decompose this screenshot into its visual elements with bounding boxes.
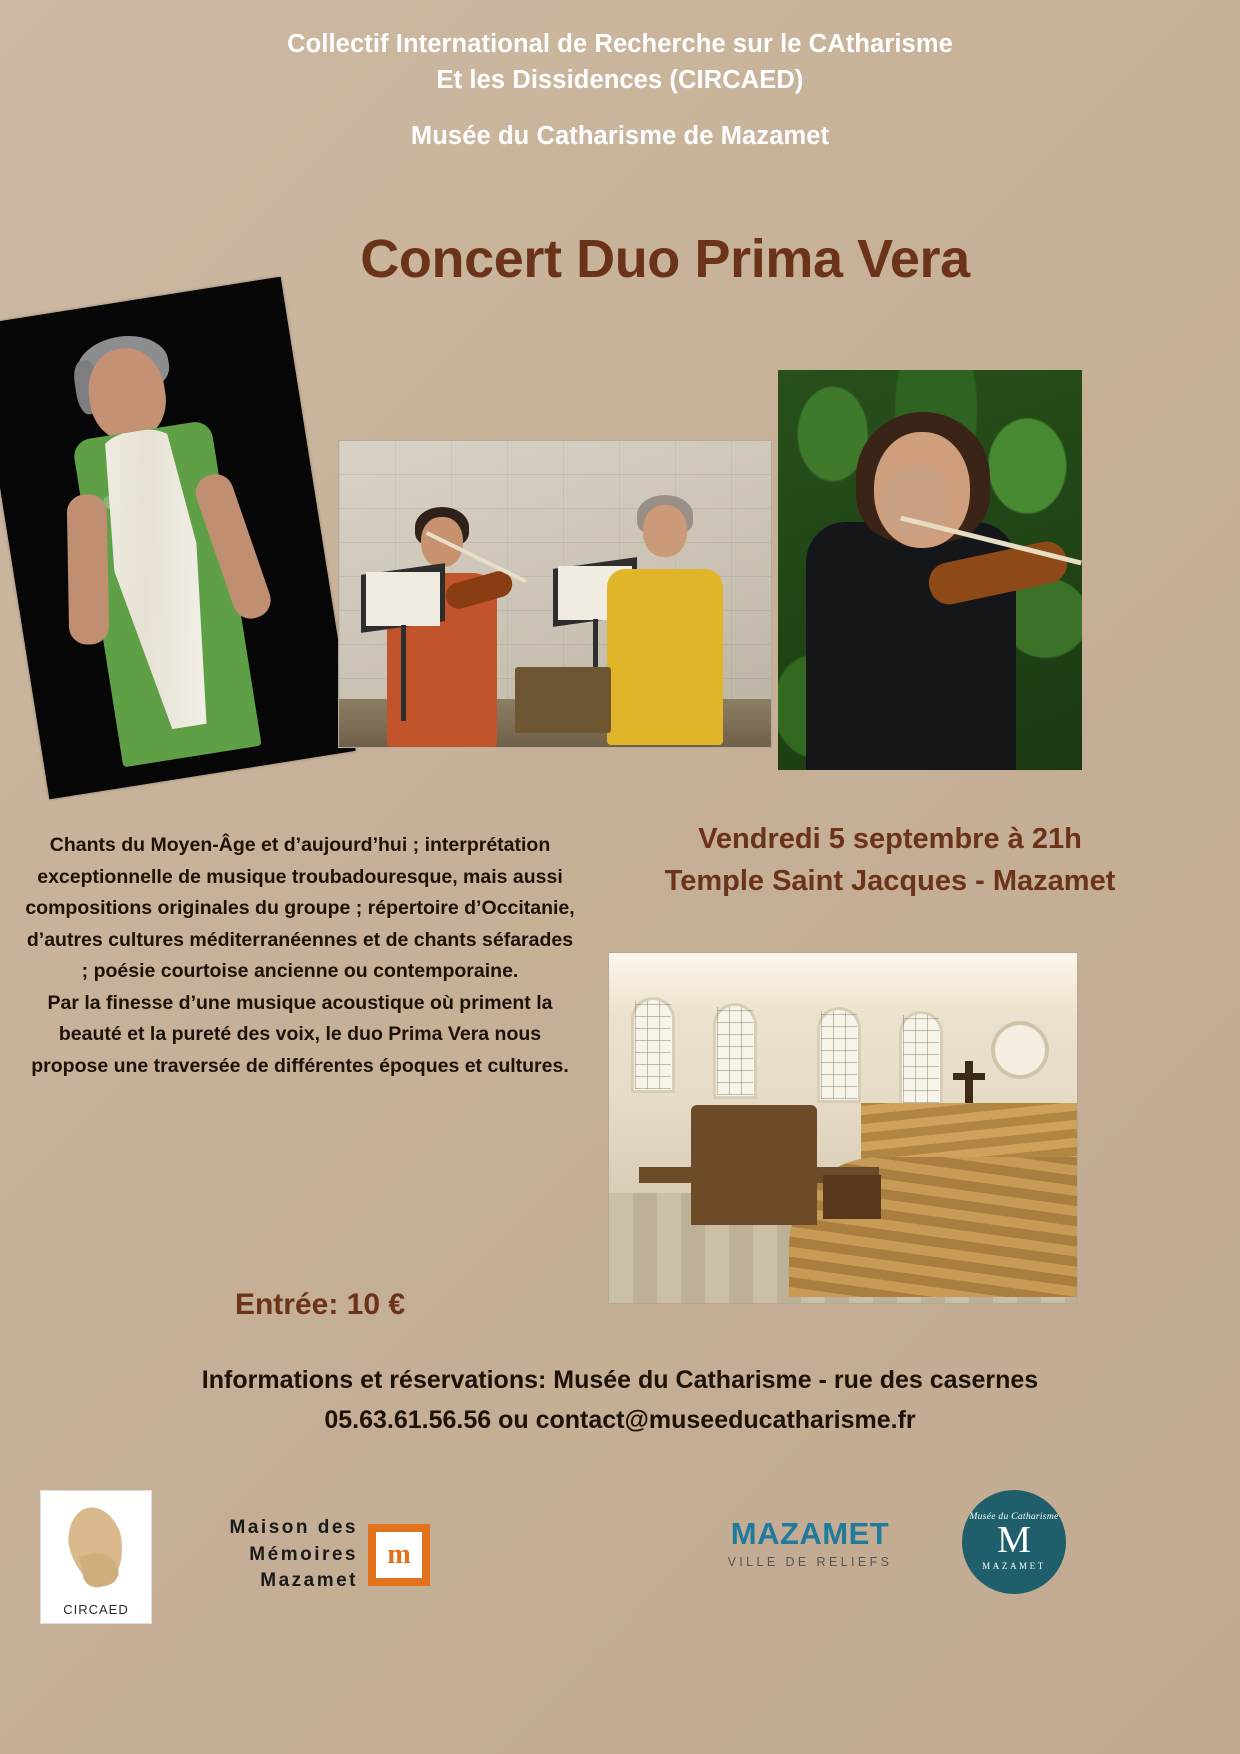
- photo-duo-performing: [338, 440, 772, 748]
- singer-figure-yellow: [607, 489, 723, 745]
- temple-pulpit: [691, 1105, 817, 1225]
- logo-circaed-label: CIRCAED: [63, 1602, 129, 1617]
- contact-line-1: Informations et réservations: Musée du Catharisme - rue des casernes: [201, 1366, 1039, 1394]
- event-date: Vendredi 5 septembre à 21h: [698, 823, 1082, 855]
- description-paragraph-2: Par la finesse d’une musique acoustique où priment la beauté et la pureté des voix, le duo Prima Vera nous propose une traversée de différentes époques et cultures.: [31, 991, 569, 1078]
- wooden-chair: [515, 667, 611, 733]
- temple-window-1: [631, 997, 675, 1093]
- logo-maison-line-3: Mazamet: [260, 1570, 358, 1592]
- temple-window-2: [713, 1003, 757, 1099]
- temple-window-3: [817, 1007, 861, 1103]
- dove-icon: [61, 1502, 130, 1590]
- music-stand-left-pole: [401, 625, 406, 721]
- logo-maison-line-1: Maison des: [229, 1516, 358, 1538]
- header-line-3: Musée du Catharisme de Mazamet: [410, 122, 830, 151]
- contact-line-2: 05.63.61.56.56 ou contact@museeducatharisme.fr: [324, 1406, 916, 1434]
- header-line-2: Et les Dissidences (CIRCAED): [436, 66, 804, 95]
- logo-musee-top-text: Musée du Catharisme: [969, 1511, 1059, 1522]
- window-grid: [635, 1001, 671, 1089]
- logo-musee-letter: M: [997, 1519, 1031, 1562]
- photo-singer: [0, 277, 356, 800]
- poster-header: [0, 26, 1240, 155]
- logo-musee-du-catharisme: [962, 1490, 1066, 1594]
- logo-mazamet: [700, 1516, 920, 1569]
- logo-maison-text: [180, 1515, 358, 1596]
- maison-mark-icon: [368, 1524, 430, 1586]
- cross-icon: [965, 1061, 973, 1105]
- logo-mazamet-name: MAZAMET: [730, 1516, 890, 1551]
- singer-yellow-dress: [607, 569, 723, 745]
- contact-info: [0, 1360, 1240, 1440]
- maison-mark-letter: m: [376, 1532, 422, 1578]
- temple-table: [823, 1175, 881, 1219]
- window-grid: [903, 1015, 939, 1103]
- description-paragraph-1: Chants du Moyen-Âge et d’aujourd’hui ; interprétation exceptionnelle de musique troubadouresque, mais aussi compositions originales du groupe ; répertoire d’Occitanie, d’autres cultures méditerranéennes et de chants séfarades ; poésie courtoise ancienne ou contemporaine.: [25, 834, 575, 983]
- singer-yellow-head: [643, 505, 687, 557]
- logo-maison-des-memoires: [180, 1512, 430, 1598]
- window-grid: [821, 1011, 857, 1099]
- singer-arm-left: [67, 494, 110, 645]
- logo-mazamet-tagline: VILLE DE RELIEFS: [727, 1555, 893, 1569]
- sheet-music-left: [366, 572, 440, 626]
- price-label: Entrée: 10 €: [234, 1288, 406, 1321]
- rose-window-icon: [991, 1021, 1049, 1079]
- event-venue: Temple Saint Jacques - Mazamet: [664, 865, 1116, 898]
- concert-description: [22, 830, 578, 1083]
- header-line-1: Collectif International de Recherche sur le CAtharisme: [287, 30, 953, 58]
- photo-young-violinist: [778, 370, 1082, 770]
- window-grid: [717, 1007, 753, 1095]
- logo-maison-line-2: Mémoires: [249, 1543, 358, 1565]
- logo-musee-bottom-text: MAZAMET: [982, 1561, 1046, 1572]
- temple-ceiling: [609, 953, 1077, 1011]
- event-info: [560, 818, 1220, 902]
- page-title: Concert Duo Prima Vera: [360, 229, 970, 289]
- temple-window-4: [899, 1011, 943, 1107]
- photo-temple-interior: [608, 952, 1078, 1304]
- logo-circaed: [40, 1490, 152, 1624]
